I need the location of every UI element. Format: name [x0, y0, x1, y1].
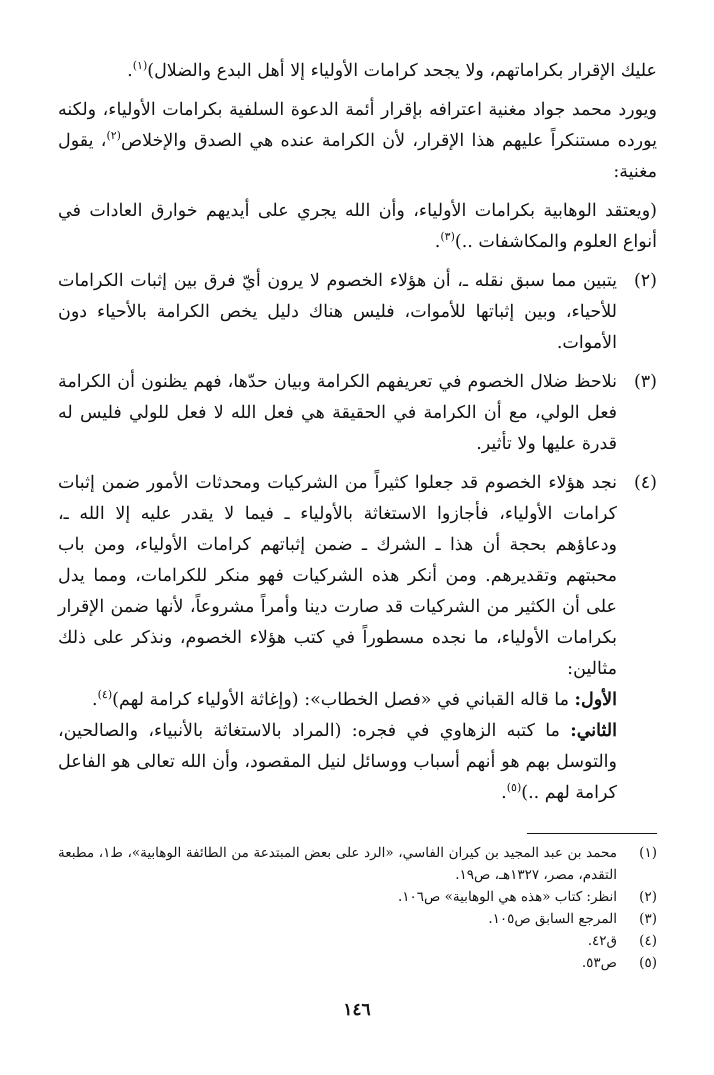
example-text: ما قاله القباني في «فصل الخطاب»: (وإغاثة الأولياء كرامة لهم): [112, 690, 575, 710]
footnotes: [58, 842, 657, 974]
footnote-2: [58, 886, 657, 908]
item-number: (٣): [633, 372, 657, 392]
footnote-number: (٢): [639, 889, 657, 905]
example-end: .: [92, 690, 98, 710]
paragraph-2: [58, 95, 657, 188]
numbered-item-4: [58, 468, 657, 809]
example-label: الثاني:: [570, 721, 617, 741]
paragraph-text: عليك الإقرار بكراماتهم، ولا يجحد كرامات الأولياء إلا أهل البدع والضلال): [147, 61, 657, 81]
example-text: ما كتبه الزهاوي في فجره: (المراد بالاستغاثة بالأنبياء، والصالحين، والتوسل بهم هو أنهم أسباب ووسائل لنيل المقصود، وأن الله تعالى هو الفاعل كرامة لهم ..): [58, 721, 617, 803]
footnote-divider: [527, 833, 657, 834]
footnote-text: المرجع السابق ص١٠٥.: [488, 911, 617, 927]
quote-text: (ويعتقد الوهابية بكرامات الأولياء، وأن الله يجري على أيديهم خوارق العادات في أنواع العلوم والمكاشفات ..): [58, 201, 657, 252]
item-number: (٢): [633, 271, 657, 291]
footnote-ref: (٤): [97, 688, 113, 702]
footnote-3: [58, 908, 657, 930]
footnote-4: [58, 930, 657, 952]
footnote-1: [58, 842, 657, 886]
item-text: نلاحظ ضلال الخصوم في تعريفهم الكرامة وبيان حدّها، فهم يظنون أن الكرامة فعل الولي، مع أن الكرامة في الحقيقة هي فعل الله لا فعل للولي فليس له قدرة عليها ولا تأثير.: [58, 372, 617, 454]
example-1: [58, 685, 617, 716]
footnote-5: [58, 952, 657, 974]
item-number: (٤): [633, 473, 657, 493]
item-text: يتبين مما سبق نقله ـ، أن هؤلاء الخصوم لا يرون أيّ فرق بين إثبات الكرامات للأحياء، وبين إثباتها للأموات، فليس هناك دليل يخص الكرامة بالأحياء دون الأموات.: [58, 271, 617, 353]
example-label: الأول:: [574, 690, 617, 710]
paragraph-1: [58, 56, 657, 87]
footnote-number: (٤): [639, 933, 657, 949]
footnote-text: انظر: كتاب «هذه هي الوهابية» ص١٠٦.: [397, 889, 617, 905]
footnote-text: محمد بن عبد المجيد بن كيران الفاسي، «الرد على بعض المبتدعة من الطائفة الوهابية»، ط١، مطبعة التقدم، مصر، ١٣٢٧هـ، ص١٩.: [58, 845, 617, 883]
footnote-number: (٥): [639, 955, 657, 971]
footnote-ref: (٥): [506, 781, 522, 795]
paragraph-end: ، يقول مغنية:: [58, 131, 657, 182]
paragraph-text: ويورد محمد جواد مغنية اعترافه بإقرار أئمة الدعوة السلفية بكرامات الأولياء، ولكنه يورده مستنكراً عليهم هذا الإقرار، لأن الكرامة عنده هي الصدق والإخلاص: [58, 100, 657, 151]
paragraph-end: .: [127, 61, 133, 81]
example-end: .: [501, 783, 507, 803]
quote-paragraph: [58, 196, 657, 258]
paragraph-end: .: [434, 232, 441, 252]
footnote-text: ص٥٣.: [581, 955, 617, 971]
item-text: نجد هؤلاء الخصوم قد جعلوا كثيراً من الشركيات ومحدثات الأمور ضمن إثبات كرامات الأولياء، فأجازوا الاستغاثة بالأولياء ـ فيما لا يقدر عليه إلا الله ـ، ودعاؤهم بحجة أن هذا ـ الشرك ـ ضمن إثباتهم كرامات الأولياء، ومن باب محبتهم وتقديرهم. ومن أنكر هذه الشركيات فهو منكر للكرامات، ومما يدل على أن الكثير من الشركيات قد صارت دينا وأمراً مشروعاً، لأنها ضمن الإقرار بكرامات الأولياء، ما نجده مسطوراً في كتب هؤلاء الخصوم، ونذكر على ذلك مثالين:: [58, 473, 617, 679]
numbered-item-2: [58, 266, 657, 359]
footnote-text: ق٤٢.: [587, 933, 617, 949]
main-text: [58, 56, 657, 817]
footnote-ref: (٢): [106, 129, 121, 143]
example-2: [58, 716, 617, 809]
page-number: ١٤٦: [343, 1000, 371, 1020]
numbered-item-3: [58, 367, 657, 460]
footnote-ref: (٣): [440, 230, 455, 244]
footnote-ref: (١): [132, 59, 148, 73]
footnote-number: (١): [639, 845, 657, 861]
footnote-number: (٣): [639, 911, 657, 927]
